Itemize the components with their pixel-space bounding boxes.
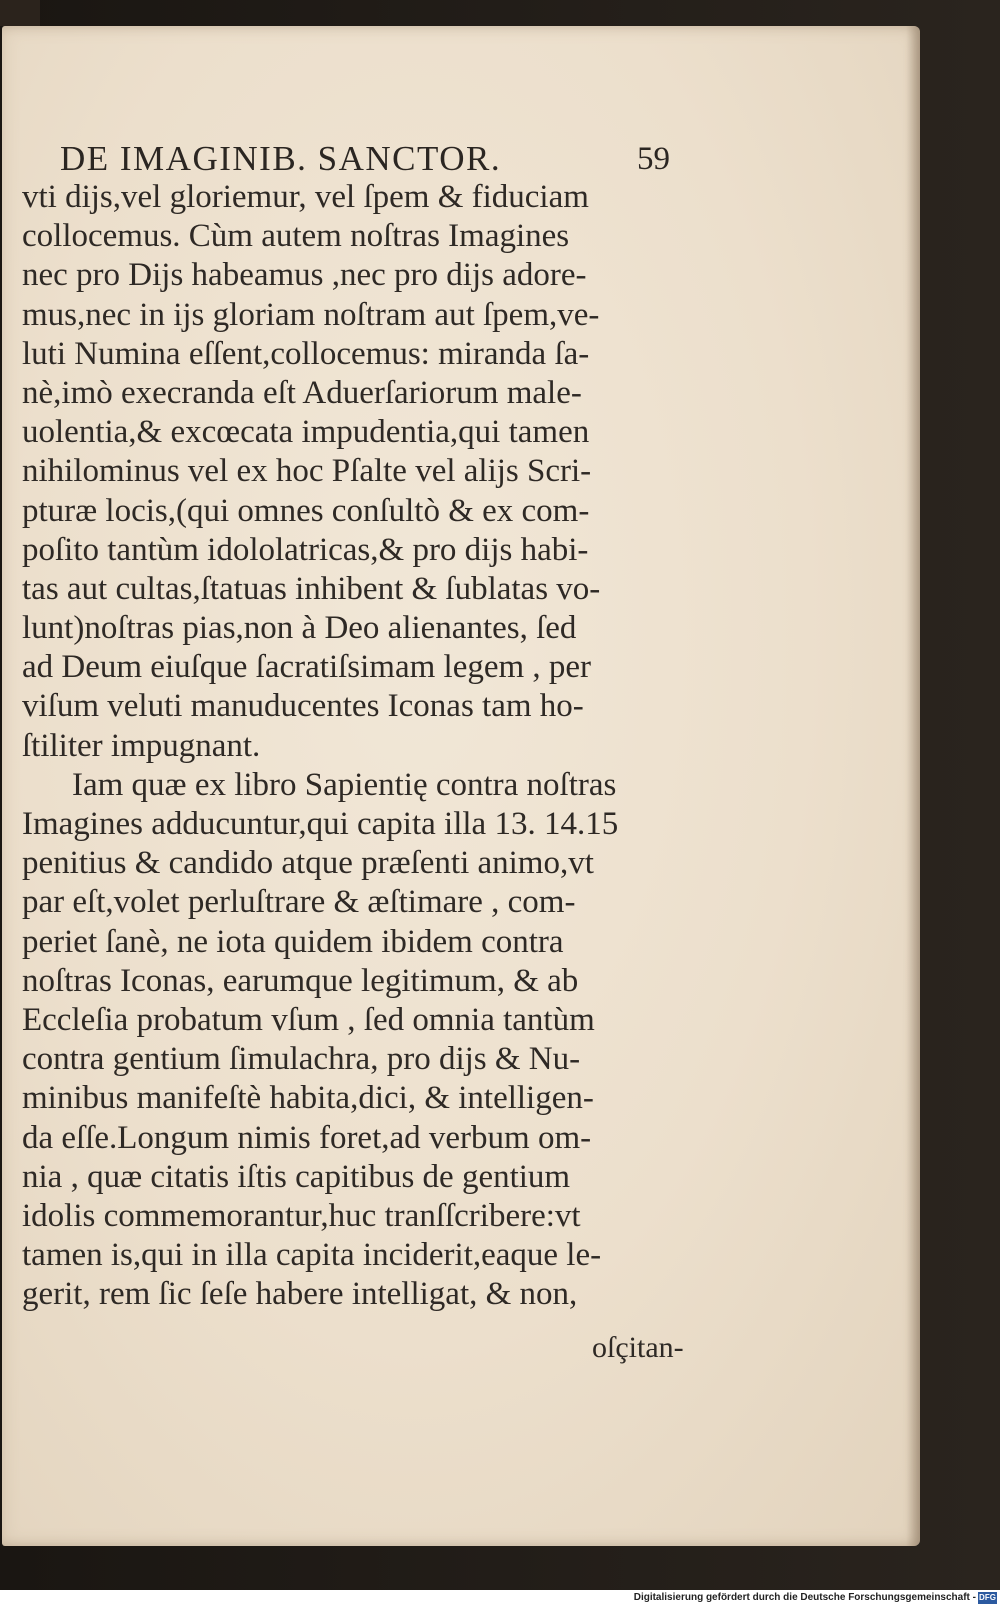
body-text <box>22 178 687 1314</box>
text-line: idolis commemorantur,huc tranſſcribere:vt <box>22 1197 581 1234</box>
text-line: viſum veluti manuducentes Iconas tam ho- <box>22 688 584 725</box>
text-line: nihilominus vel ex hoc Pſalte vel alijs Scri- <box>22 453 592 490</box>
text-line: Eccleſia probatum vſum , ſed omnia tantùm <box>22 1001 595 1038</box>
text-line: periet ſanè, ne iota quidem ibidem contra <box>22 923 564 960</box>
paragraph-start-line: Iam quæ ex libro Sapientię contra noſtras <box>72 766 617 803</box>
binding-corner <box>0 0 40 26</box>
text-line: Imagines adducuntur,qui capita illa 13. 14.15 <box>22 806 619 842</box>
text-line: luti Numina eſſent,collocemus: miranda ſa- <box>22 335 590 372</box>
catchword: oſçitan- <box>592 1331 684 1364</box>
text-line: gerit, rem ſic ſeſe habere intelligat, & non, <box>22 1276 578 1313</box>
text-line: noſtras Iconas, earumque legitimum, & ab <box>22 962 579 999</box>
text-line: poſito tantùm idololatricas,& pro dijs habi- <box>22 531 589 568</box>
text-line: uolentia,& excœcata impudentia,qui tamen <box>22 414 590 451</box>
text-line: nec pro Dijs habeamus ,nec pro dijs adore- <box>22 257 587 294</box>
footer-bar <box>0 1590 1000 1606</box>
text-line: minibus manifeſtè habita,dici, & intelligen- <box>22 1080 594 1117</box>
funding-credit: Digitalisierung gefördert durch die Deutsche Forschungsgemeinschaft - <box>633 1592 976 1603</box>
dfg-logo-icon: DFG <box>979 1593 996 1602</box>
text-line: nia , quæ citatis iſtis capitibus de gentium <box>22 1158 571 1195</box>
text-line: lunt)noſtras pias,non à Deo alienantes, ſed <box>22 610 577 647</box>
text-line: tas aut cultas,ſtatuas inhibent & ſublatas vo- <box>22 570 601 607</box>
text-line: mus,nec in ijs gloriam noſtram aut ſpem,ve- <box>22 296 600 333</box>
text-line: collocemus. Cùm autem noſtras Imagines <box>22 218 570 255</box>
text-line: vti dijs,vel gloriemur, vel ſpem & fiduciam <box>22 179 589 215</box>
text-line: pturæ locis,(qui omnes conſultò & ex com- <box>22 492 590 529</box>
book-page <box>2 26 920 1546</box>
text-line: ſtiliter impugnant. <box>22 727 261 764</box>
text-line: par eſt,volet perluſtrare & æſtimare , com- <box>22 884 576 921</box>
text-line: nè,imò execranda eſt Aduerſariorum male- <box>22 374 582 411</box>
text-line: tamen is,qui in illa capita inciderit,eaque le- <box>22 1237 602 1274</box>
text-line: da eſſe.Longum nimis foret,ad verbum om- <box>22 1119 592 1156</box>
running-head: DE IMAGINIB. SANCTOR. <box>60 139 502 178</box>
page-header <box>60 136 670 182</box>
text-line: ad Deum eiuſque ſacratiſsimam legem , per <box>22 649 592 686</box>
text-line: penitius & candido atque præſenti animo,vt <box>22 845 594 882</box>
page-number: 59 <box>637 141 670 177</box>
text-line: contra gentium ſimulachra, pro dijs & Nu- <box>22 1041 581 1078</box>
